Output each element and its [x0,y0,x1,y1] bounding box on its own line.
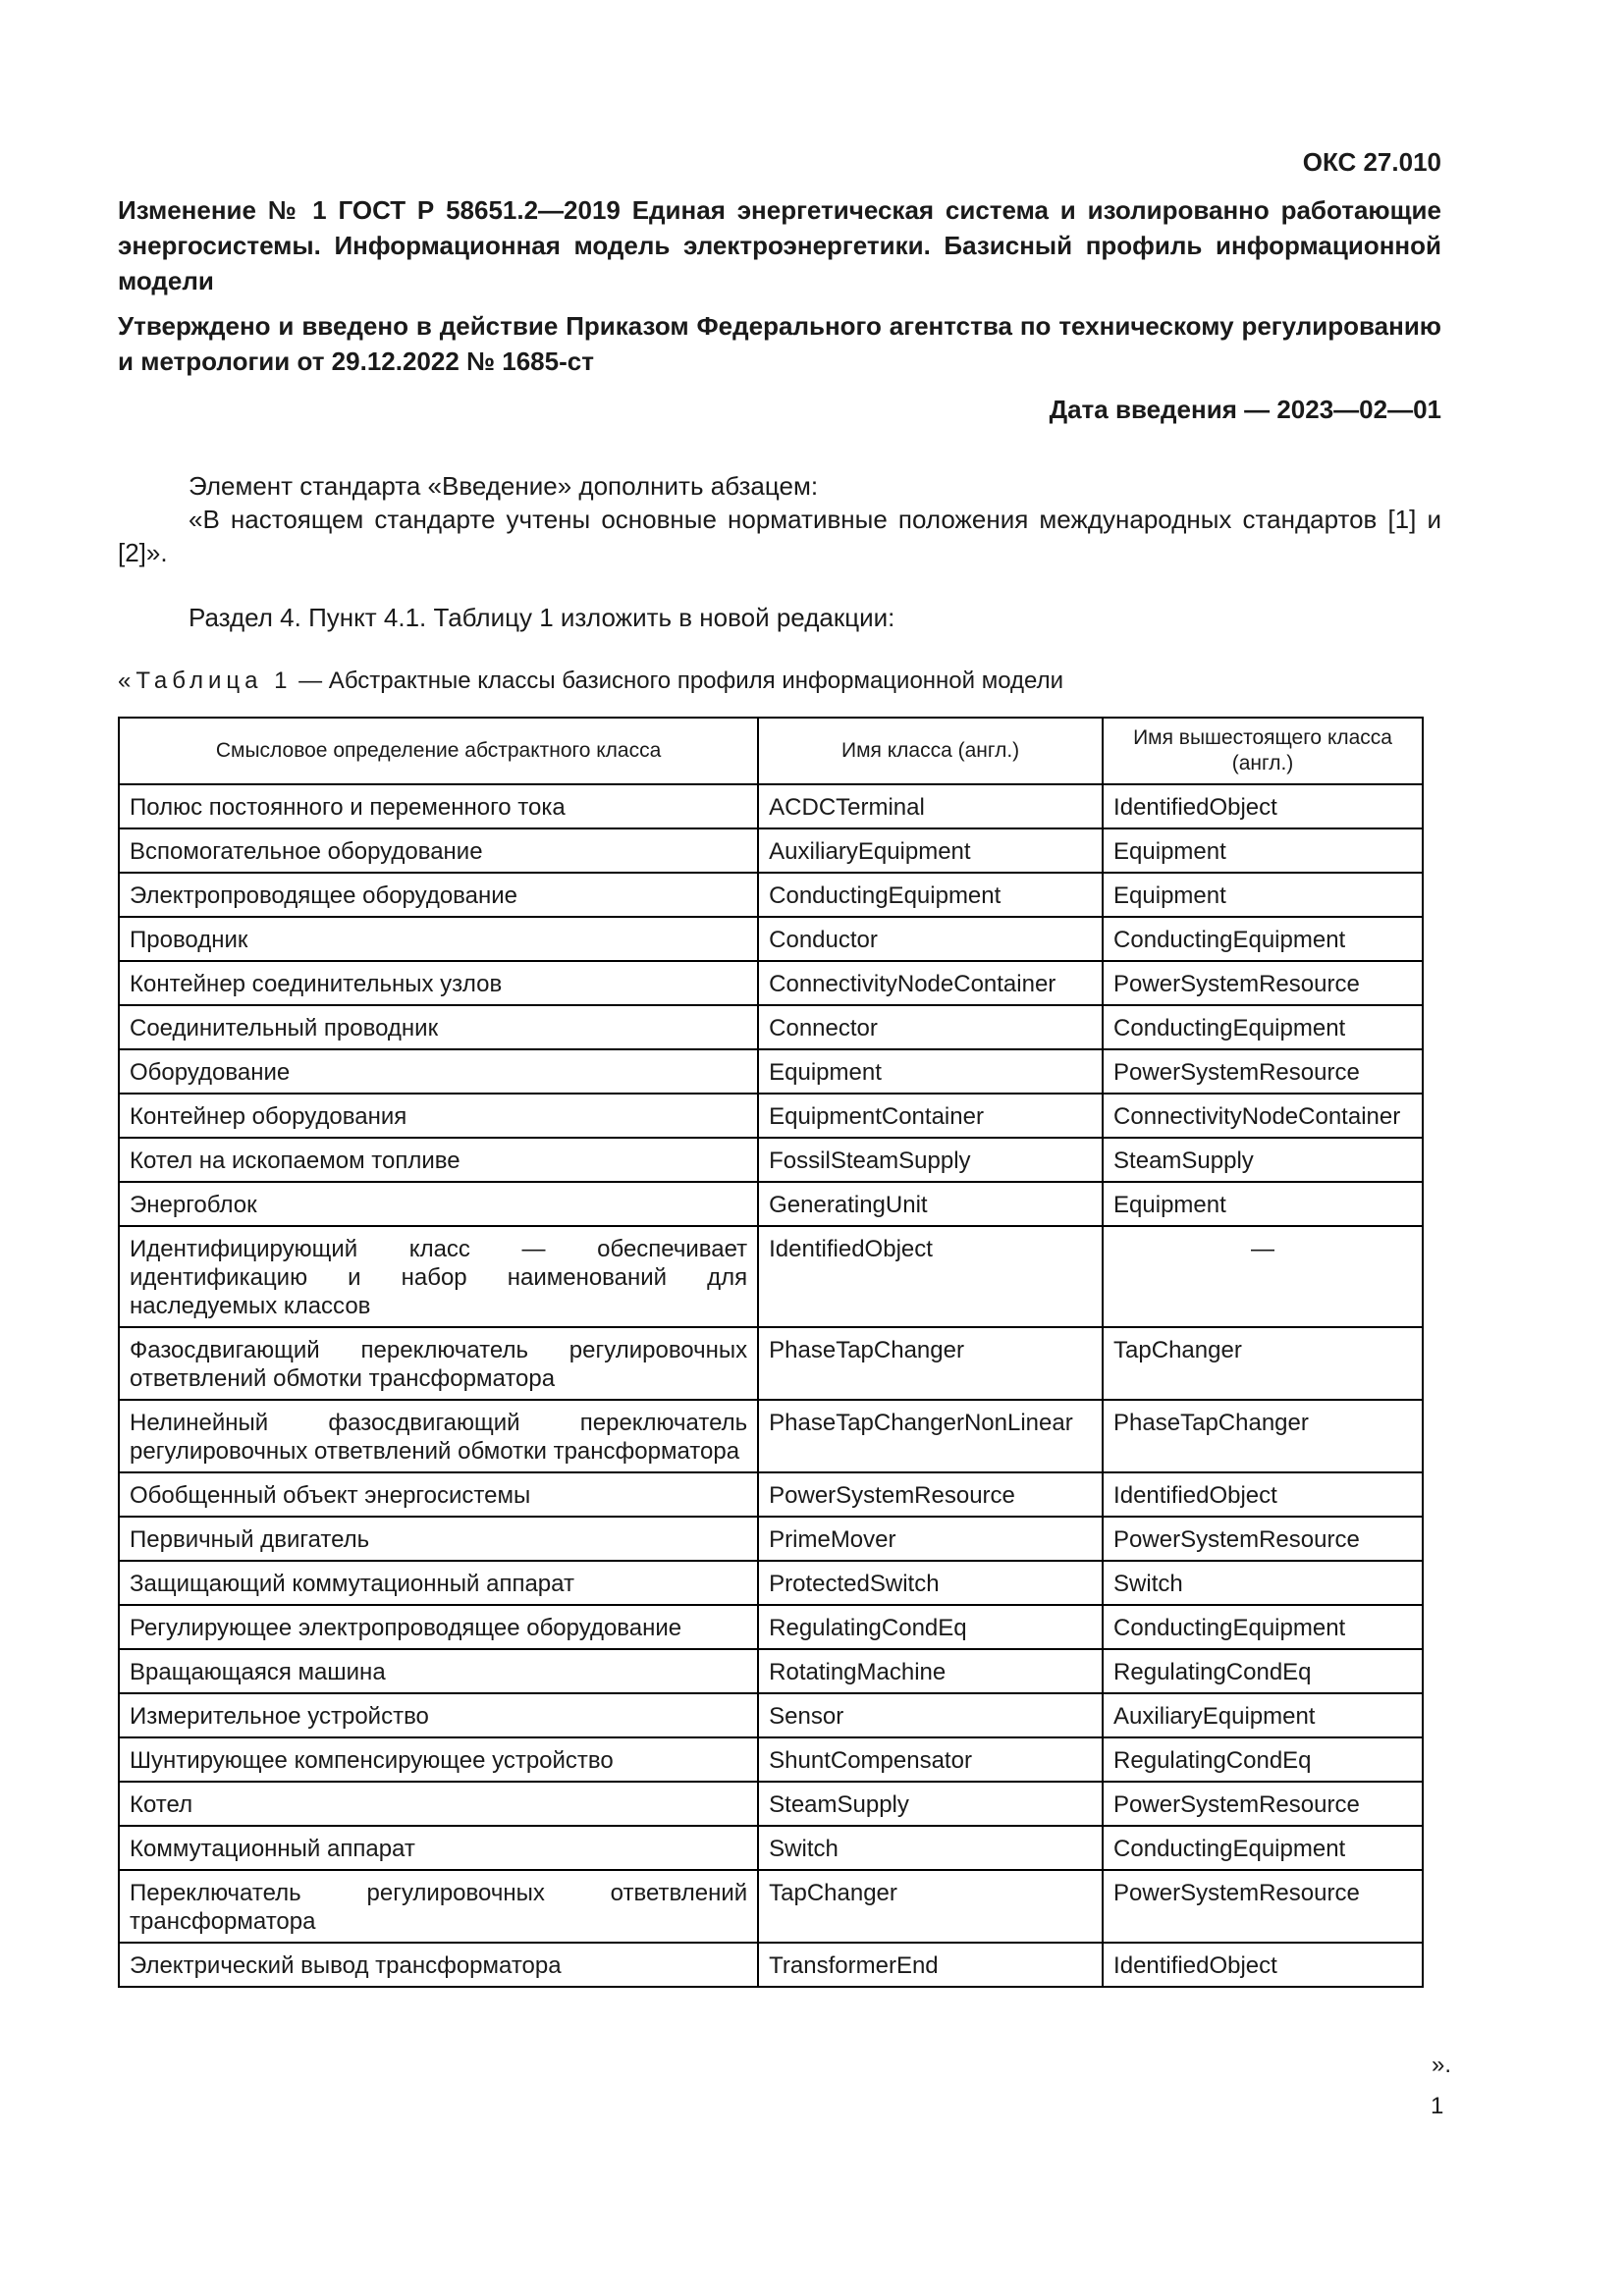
cell-class-name: GeneratingUnit [758,1182,1103,1226]
table-row [119,1782,1423,1826]
approval-statement: Утверждено и введено в действие Приказом Федерального агентства по техническому регулированию и метрологии от 29.12.2022 № 1685-ст [118,311,1441,376]
cell-parent-class: Switch [1103,1561,1423,1605]
cell-class-name: RotatingMachine [758,1649,1103,1693]
cell-definition: Контейнер соединительных узлов [119,961,758,1005]
cell-class-name: Conductor [758,917,1103,961]
paragraph-inserted-text: «В настоящем стандарте учтены основные нормативные положения международных стандартов [1] и [2]». [118,505,1441,567]
table-row [119,1094,1423,1138]
cell-parent-class: IdentifiedObject [1103,1472,1423,1517]
cell-parent-class: — [1103,1226,1423,1327]
table-row [119,1226,1423,1327]
table-caption-text: — Абстрактные классы базисного профиля информационной модели [292,667,1063,694]
cell-class-name: ProtectedSwitch [758,1561,1103,1605]
cell-class-name: Equipment [758,1049,1103,1094]
table-row [119,828,1423,873]
cell-parent-class: ConductingEquipment [1103,1005,1423,1049]
cell-definition: Первичный двигатель [119,1517,758,1561]
header-class-name: Имя класса (англ.) [758,718,1103,784]
cell-class-name: IdentifiedObject [758,1226,1103,1327]
page-number: 1 [1431,2093,1444,2119]
cell-class-name: EquipmentContainer [758,1094,1103,1138]
cell-parent-class: AuxiliaryEquipment [1103,1693,1423,1737]
abstract-classes-table [118,717,1424,1988]
cell-class-name: PowerSystemResource [758,1472,1103,1517]
table-row [119,1605,1423,1649]
table-header-row [119,718,1423,784]
cell-class-name: PhaseTapChanger [758,1327,1103,1400]
cell-definition: Переключатель регулировочных ответвлений трансформатора [119,1870,758,1943]
paragraph-introduction-amend: Элемент стандарта «Введение» дополнить абзацем: [189,471,819,501]
cell-class-name: PhaseTapChangerNonLinear [758,1400,1103,1472]
cell-class-name: AuxiliaryEquipment [758,828,1103,873]
table-row [119,1472,1423,1517]
cell-definition: Нелинейный фазосдвигающий переключатель регулировочных ответвлений обмотки трансформатора [119,1400,758,1472]
end-quote: ». [1432,2052,1452,2078]
cell-class-name: ConductingEquipment [758,873,1103,917]
cell-parent-class: PowerSystemResource [1103,1049,1423,1094]
cell-parent-class: IdentifiedObject [1103,1943,1423,1987]
table-row [119,1005,1423,1049]
cell-parent-class: PowerSystemResource [1103,961,1423,1005]
cell-class-name: ConnectivityNodeContainer [758,961,1103,1005]
cell-parent-class: PowerSystemResource [1103,1782,1423,1826]
header-parent-class: Имя вышестоящего класса (англ.) [1103,718,1423,784]
table-caption-prefix: «Таблица 1 [118,667,293,694]
cell-definition: Проводник [119,917,758,961]
cell-class-name: Switch [758,1826,1103,1870]
table-row [119,1649,1423,1693]
table-row [119,1826,1423,1870]
cell-parent-class: Equipment [1103,828,1423,873]
table-row [119,873,1423,917]
cell-parent-class: Equipment [1103,1182,1423,1226]
cell-definition: Полюс постоянного и переменного тока [119,784,758,828]
table-row [119,1561,1423,1605]
cell-class-name: Sensor [758,1693,1103,1737]
cell-parent-class: ConductingEquipment [1103,917,1423,961]
effective-date: Дата введения — 2023—02—01 [1049,395,1441,424]
table-row [119,1870,1423,1943]
cell-parent-class: Equipment [1103,873,1423,917]
cell-definition: Электропроводящее оборудование [119,873,758,917]
table-row [119,961,1423,1005]
cell-definition: Шунтирующее компенсирующее устройство [119,1737,758,1782]
cell-parent-class: TapChanger [1103,1327,1423,1400]
cell-definition: Соединительный проводник [119,1005,758,1049]
table-row [119,1517,1423,1561]
cell-definition: Регулирующее электропроводящее оборудование [119,1605,758,1649]
cell-parent-class: ConductingEquipment [1103,1605,1423,1649]
cell-definition: Коммутационный аппарат [119,1826,758,1870]
cell-class-name: FossilSteamSupply [758,1138,1103,1182]
cell-class-name: SteamSupply [758,1782,1103,1826]
paragraph-section-4-amend: Раздел 4. Пункт 4.1. Таблицу 1 изложить в новой редакции: [189,603,895,632]
cell-class-name: ACDCTerminal [758,784,1103,828]
cell-definition: Фазосдвигающий переключатель регулировочных ответвлений обмотки трансформатора [119,1327,758,1400]
cell-definition: Обобщенный объект энергосистемы [119,1472,758,1517]
cell-class-name: ShuntCompensator [758,1737,1103,1782]
cell-parent-class: RegulatingCondEq [1103,1737,1423,1782]
cell-definition: Идентифицирующий класс — обеспечивает идентификацию и набор наименований для наследуемых классов [119,1226,758,1327]
table-row [119,784,1423,828]
cell-definition: Вспомогательное оборудование [119,828,758,873]
cell-class-name: TransformerEnd [758,1943,1103,1987]
table-row [119,1400,1423,1472]
amendment-title: Изменение № 1 ГОСТ Р 58651.2—2019 Единая энергетическая система и изолированно работающие энергосистемы. Информационная модель электроэнергетики. Базисный профиль информационной модели [118,195,1441,295]
table-row [119,1182,1423,1226]
table-row [119,1327,1423,1400]
cell-definition: Электрический вывод трансформатора [119,1943,758,1987]
cell-definition: Измерительное устройство [119,1693,758,1737]
cell-definition: Оборудование [119,1049,758,1094]
cell-parent-class: SteamSupply [1103,1138,1423,1182]
cell-definition: Защищающий коммутационный аппарат [119,1561,758,1605]
cell-definition: Энергоблок [119,1182,758,1226]
cell-definition: Контейнер оборудования [119,1094,758,1138]
table-row [119,1737,1423,1782]
cell-class-name: Connector [758,1005,1103,1049]
cell-parent-class: PowerSystemResource [1103,1517,1423,1561]
cell-parent-class: ConductingEquipment [1103,1826,1423,1870]
cell-class-name: RegulatingCondEq [758,1605,1103,1649]
cell-class-name: TapChanger [758,1870,1103,1943]
cell-definition: Котел [119,1782,758,1826]
table-row [119,1049,1423,1094]
cell-class-name: PrimeMover [758,1517,1103,1561]
table-row [119,1138,1423,1182]
cell-parent-class: IdentifiedObject [1103,784,1423,828]
table-row [119,1693,1423,1737]
cell-definition: Вращающаяся машина [119,1649,758,1693]
cell-definition: Котел на ископаемом топливе [119,1138,758,1182]
table-caption [118,667,1063,695]
cell-parent-class: RegulatingCondEq [1103,1649,1423,1693]
classification-code: ОКС 27.010 [1302,147,1441,177]
cell-parent-class: PhaseTapChanger [1103,1400,1423,1472]
table-row [119,917,1423,961]
table-row [119,1943,1423,1987]
header-definition: Смысловое определение абстрактного класса [119,718,758,784]
cell-parent-class: PowerSystemResource [1103,1870,1423,1943]
cell-parent-class: ConnectivityNodeContainer [1103,1094,1423,1138]
